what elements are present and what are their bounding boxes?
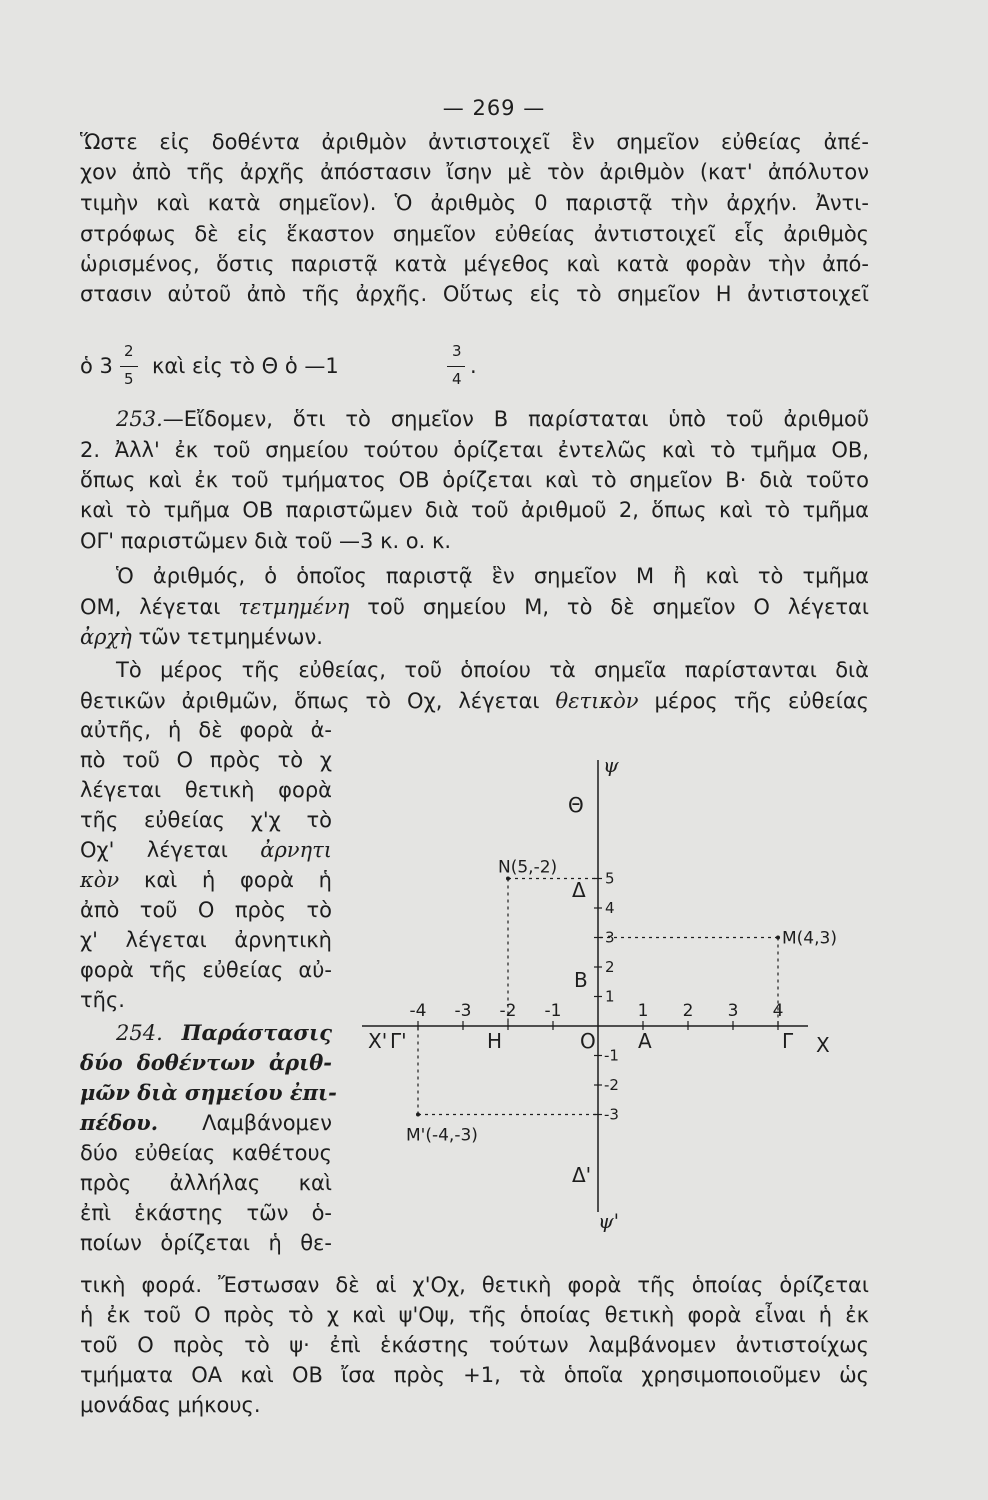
y-tick-label: -1	[604, 1046, 619, 1065]
x-tick-label: -2	[499, 1001, 517, 1021]
body-line: στασιν αὐτοῦ ἀπὸ τῆς ἀρχῆς. Οὕτως εἰς τὸ σημεῖον Η ἀντιστοιχεῖ	[80, 282, 869, 306]
point-marker	[776, 936, 780, 940]
body-line: Ὥστε εἰς δοθέντα ἀριθμὸν ἀντιστοιχεῖ ἓν σημεῖον εὐθείας ἀπέ-	[80, 130, 869, 154]
narrow-line: χ' λέγεται ἀρνητικὴ	[80, 928, 332, 952]
narrow-line: λέγεται θετικὴ φορὰ	[80, 778, 332, 802]
fraction-1-denominator: 5	[124, 370, 134, 388]
narrow-line: ἀπὸ τοῦ Ο πρὸς τὸ	[80, 898, 332, 922]
text-fragment: μέρος τῆς εὐθείας	[654, 689, 869, 713]
section-254-title-line: δύο δοθέντων ἀριθ-	[80, 1050, 332, 1075]
point-label: Μ(4,3)	[782, 928, 837, 949]
body-line: τμήματα ΟΑ καὶ ΟΒ ἴσα πρὸς +1, τὰ ὁποῖα χρησιμοποιοῦμεν ὡς	[80, 1363, 869, 1387]
body-line: ἡ ἐκ τοῦ Ο πρὸς τὸ χ καὶ ψ'Οψ, τῆς ὁποίας θετικὴ φορὰ εἶναι ἡ ἐκ	[80, 1303, 869, 1327]
narrow-line: ποίων ὁρίζεται ἡ θε-	[80, 1231, 332, 1255]
eta-label: Η	[487, 1029, 503, 1053]
term-archi: ἀρχὴ	[80, 625, 132, 649]
body-line: χον ἀπὸ τῆς ἀρχῆς ἀπόστασιν ἴσην μὲ τὸν ἀριθμὸν (κατ' ἀπόλυτον	[80, 160, 869, 184]
narrow-line: τῆς εὐθείας χ'χ τὸ	[80, 808, 332, 832]
x-tick-label: 2	[682, 1001, 694, 1021]
fraction-1-numerator: 2	[124, 342, 134, 360]
x-tick-label: 4	[772, 1001, 784, 1021]
term-arnitikon-2: κὸν	[80, 868, 120, 892]
y-pos-label: ψ	[603, 753, 619, 777]
alpha-label: Α	[638, 1029, 652, 1053]
page-number: — 269 —	[442, 96, 546, 120]
section-253-first-line: —Εἴδομεν, ὅτι τὸ σημεῖον Β παρίσταται ὑπὸ τοῦ ἀριθμοῦ	[162, 407, 869, 431]
text-fragment: καὶ ἡ φορὰ ἡ	[143, 868, 332, 892]
body-line: στρόφως δὲ εἰς ἕκαστον σημεῖον εὐθείας ἀντιστοιχεῖ εἷς ἀριθμὸς	[80, 222, 869, 246]
point-label: Μ'(-4,-3)	[406, 1125, 478, 1146]
y-tick-label: 4	[605, 899, 615, 917]
delta-label: Δ	[572, 878, 586, 902]
body-line: τοῦ Ο πρὸς τὸ ψ· ἐπὶ ἑκάστης τούτων λαμβάνομεν ἀντιστοίχως	[80, 1333, 869, 1357]
y-tick-label: 5	[605, 869, 615, 888]
fraction-2-denominator: 4	[452, 370, 462, 388]
text-fragment: τῶν τετμημένων.	[138, 625, 323, 649]
fraction-middle: καὶ εἰς τὸ Θ ὁ —1	[152, 354, 339, 378]
beta-label: Β	[574, 968, 588, 992]
x-tick-label: -1	[544, 1001, 562, 1021]
x-tick-label: 1	[637, 1001, 649, 1021]
body-line: Ὁ ἀριθμός, ὁ ὁποῖος παριστᾷ ἓν σημεῖον Μ ἢ καὶ τὸ τμῆμα	[116, 564, 869, 588]
delta-prime-label: Δ'	[572, 1163, 592, 1187]
section-254-title-line: μῶν διὰ σημείου ἐπι-	[80, 1080, 337, 1105]
y-neg-label: ψ'	[598, 1209, 620, 1233]
gamma-label: Γ	[782, 1029, 794, 1053]
narrow-line: πὸ τοῦ Ο πρὸς τὸ χ	[80, 748, 332, 772]
section-253-number: 253.	[116, 407, 163, 431]
term-tetmimeni: τετμημένη	[238, 595, 350, 619]
origin-label: Ο	[580, 1029, 596, 1053]
narrow-line: πρὸς ἀλλήλας καὶ	[80, 1171, 332, 1195]
fraction-2-numerator: 3	[452, 342, 462, 360]
section-254-title-end: πέδου.	[80, 1110, 159, 1135]
text-fragment: Λαμβάνομεν	[202, 1111, 332, 1135]
x-tick-label: 3	[727, 1001, 739, 1021]
body-line: τιμὴν καὶ κατὰ σημεῖον). Ὁ ἀριθμὸς 0 παριστᾷ τὴν ἀρχήν. Ἀντι-	[80, 191, 869, 215]
point-marker	[416, 1113, 420, 1117]
x-tick-label: -3	[454, 1001, 472, 1021]
text-fragment: ΟΜ, λέγεται	[80, 595, 221, 619]
section-254-title: Παράστασις	[181, 1020, 332, 1045]
term-arnitikon-1: ἀρνητι	[260, 838, 332, 862]
narrow-line: δύο εὐθείας καθέτους	[80, 1141, 332, 1165]
y-tick-label: -2	[604, 1076, 619, 1094]
narrow-line: αὐτῆς, ἡ δὲ φορὰ ἀ-	[80, 718, 332, 742]
text-fragment: θετικῶν ἀριθμῶν, ὅπως τὸ Οχ, λέγεται	[80, 689, 540, 713]
point-label: Ν(5,-2)	[498, 857, 558, 878]
body-line: ΟΓ' παριστῶμεν διὰ τοῦ —3 κ. ο. κ.	[80, 529, 452, 553]
body-line: Τὸ μέρος τῆς εὐθείας, τοῦ ὁποίου τὰ σημεῖα παρίστανται διὰ	[116, 658, 869, 682]
body-line: καὶ τὸ τμῆμα ΟΒ παριστῶμεν διὰ τοῦ ἀριθμοῦ 2, ὅπως καὶ τὸ τμῆμα	[80, 498, 869, 522]
body-line: μονάδας μήκους.	[80, 1393, 261, 1417]
body-line: ὡρισμένος, ὅστις παριστᾷ κατὰ μέγεθος καὶ κατὰ φορὰν τὴν ἀπό-	[80, 252, 869, 276]
text-fragment: τοῦ σημείου Μ, τὸ δὲ σημεῖον Ο λέγεται	[367, 595, 870, 619]
narrow-line: φορὰ τῆς εὐθείας αὐ-	[80, 958, 332, 982]
section-254-number: 254.	[116, 1021, 163, 1045]
y-tick-label: -3	[604, 1105, 619, 1124]
body-line: 2. Ἀλλ' ἐκ τοῦ σημείου τούτου ὁρίζεται ἐντελῶς καὶ τὸ τμῆμα ΟΒ,	[80, 438, 869, 462]
x-pos-label: Χ	[816, 1033, 830, 1057]
y-tick-label: 3	[605, 928, 615, 947]
narrow-line: ἐπὶ ἑκάστης τῶν ὁ-	[80, 1201, 332, 1225]
text-fragment: Οχ' λέγεται	[80, 838, 228, 862]
theta-label: Θ	[568, 793, 584, 817]
fraction-end: .	[470, 354, 477, 378]
y-tick-label: 1	[605, 987, 615, 1006]
x-neg-label: Χ'	[368, 1029, 388, 1053]
term-thetikon: θετικὸν	[555, 689, 639, 713]
x-tick-label: -4	[409, 1001, 427, 1021]
body-line: ὅπως καὶ ἐκ τοῦ τμήματος ΟΒ ὁρίζεται καὶ τὸ σημεῖον Β· διὰ τοῦτο	[80, 468, 869, 492]
body-line: τικὴ φορά. Ἔστωσαν δὲ αἱ χ'Οχ, θετικὴ φορὰ τῆς ὁποίας ὁρίζεται	[80, 1273, 869, 1297]
y-tick-label: 2	[605, 958, 615, 976]
gamma-prime-label: Γ'	[390, 1029, 407, 1053]
narrow-line: τῆς.	[80, 988, 125, 1012]
fraction-prefix: ὁ 3	[80, 354, 113, 378]
